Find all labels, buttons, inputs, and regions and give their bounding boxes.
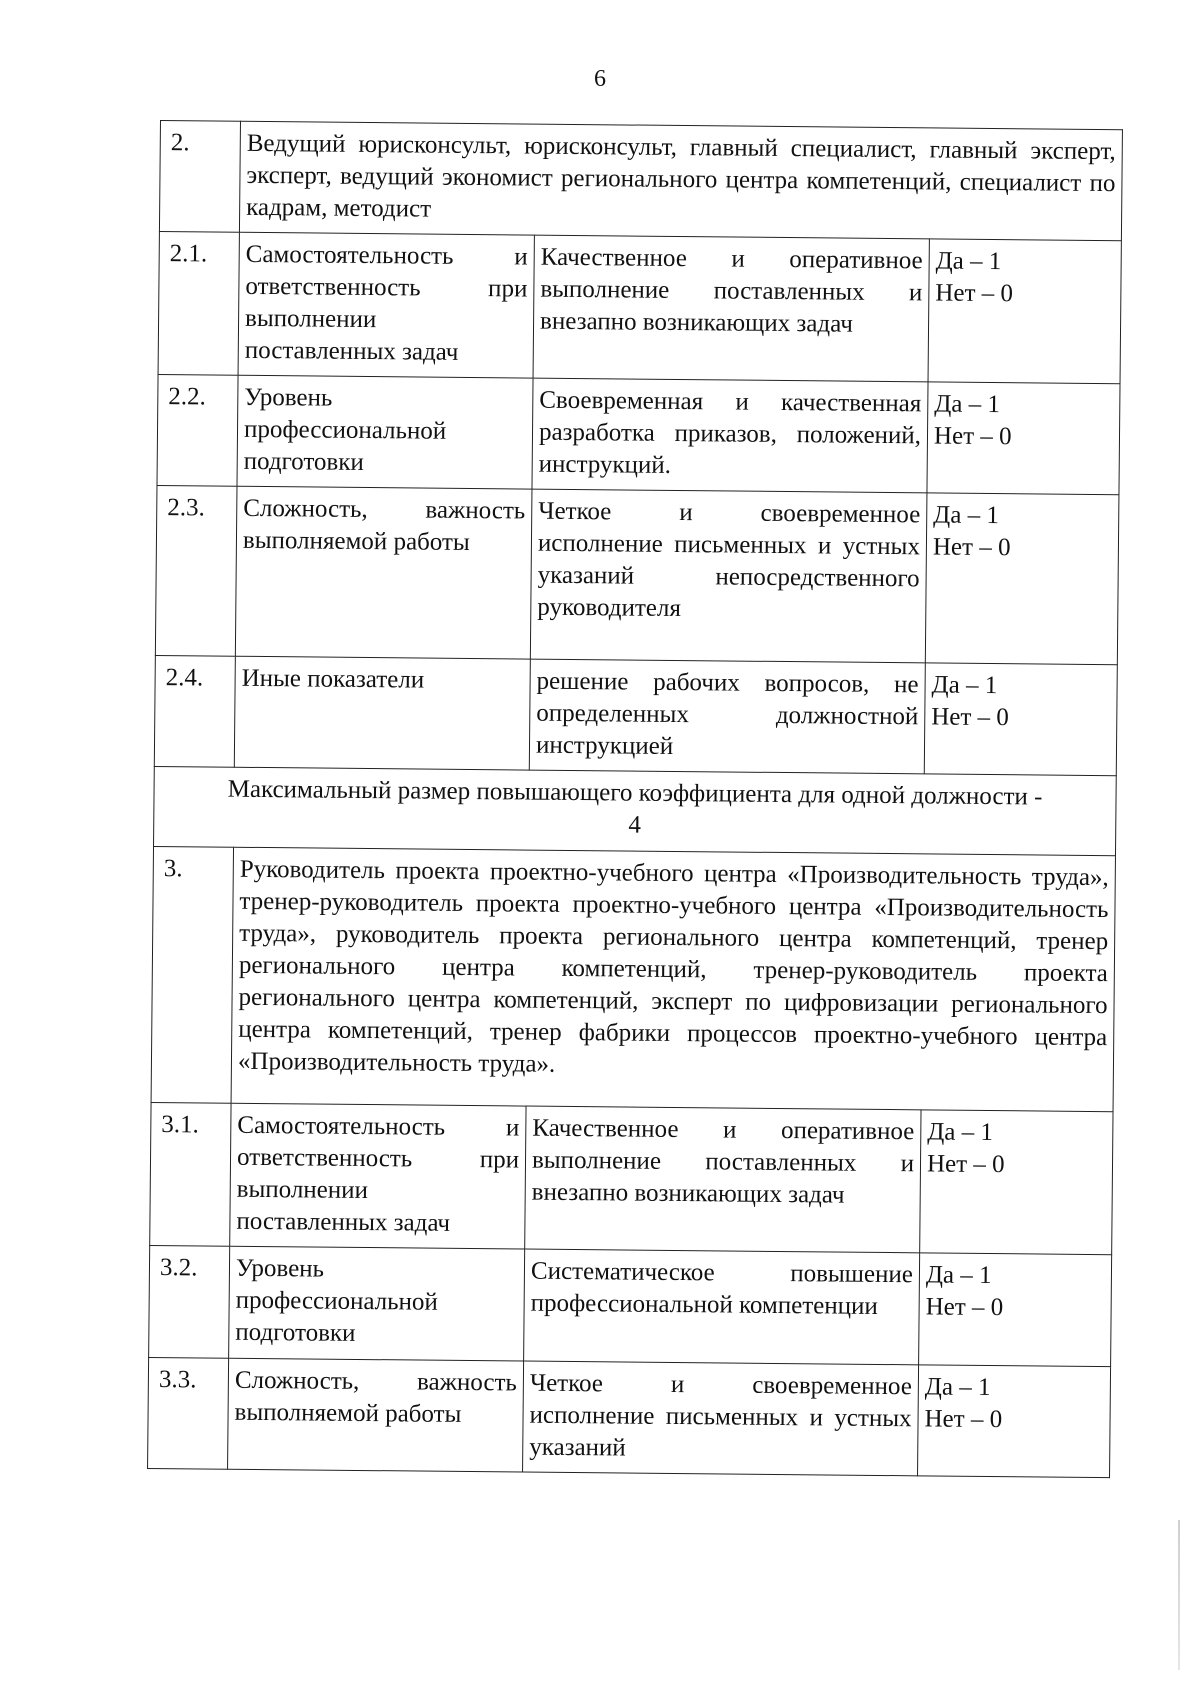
criterion-cell: Самостоятельность и ответственность при выполнении поставленных задач [230,1103,526,1249]
score-yes: Да – 1 [925,1261,992,1290]
score-yes: Да – 1 [924,1373,991,1402]
indicator-cell: Своевременная и качественная разработка приказов, положений, инструкций. [532,378,928,493]
section-title: Руководитель проекта проектно-учебного центра «Производительность труда», тренер-руководитель проекта проектно-учебного центра «Производительность труда», руководитель проекта регионального центра компетенций, тренер регионального центра компетенций, тренер-руководитель проекта регионального центра компетенций, эксперт по цифровизации регионального центра компетенций, тренер фабрики процессов проектно-учебного центра «Производительность труда». [231,847,1115,1111]
criterion-cell: Уровень профессиональной подготовки [237,375,533,489]
indicator-cell: Четкое и своевременное исполнение письменных и устных указаний непосредственного руководителя [530,489,927,663]
score-no: Нет – 0 [933,422,1012,451]
score-cell [919,1253,1112,1367]
criterion-cell: Иные показатели [234,656,530,770]
score-yes: Да – 1 [931,671,998,700]
criteria-table [147,120,1123,1478]
indicator-cell: Четкое и своевременное исполнение письменных и устных указаний [523,1361,919,1476]
score-no: Нет – 0 [932,533,1011,562]
max-coefficient-row [154,766,1117,855]
section-number: 2. [159,121,240,233]
section-header-row [151,846,1115,1111]
table-row [148,1357,1111,1477]
max-coefficient-value: 4 [628,811,642,839]
max-coefficient-text: Максимальный размер повышающего коэффициента для одной должности - [227,775,1043,811]
criterion-cell: Сложность, важность выполняемой работы [228,1358,524,1472]
criterion-cell: Самостоятельность и ответственность при выполнении поставленных задач [238,232,534,378]
score-no: Нет – 0 [931,703,1010,732]
score-cell [924,663,1117,776]
table-row [157,374,1120,494]
criterion-cell: Сложность, важность выполняемой работы [235,486,532,659]
score-cell [925,493,1119,665]
row-number: 2.1. [158,231,239,375]
score-cell [920,1110,1113,1255]
score-yes: Да – 1 [927,1118,994,1147]
row-number: 2.2. [157,374,238,486]
indicator-cell: решение рабочих вопросов, не определенных должностной инструкцией [529,659,925,774]
row-number: 3.1. [150,1102,231,1246]
score-no: Нет – 0 [926,1150,1005,1179]
score-yes: Да – 1 [934,390,1001,419]
section-header-row [159,121,1122,241]
table-row [150,1102,1113,1254]
page-number: 6 [594,66,606,92]
score-cell [927,382,1120,495]
row-number: 3.3. [148,1357,229,1469]
score-no: Нет – 0 [935,279,1014,308]
score-cell [928,239,1121,384]
section-number: 3. [151,846,233,1103]
table-row [154,655,1117,775]
max-coefficient-note [154,766,1117,855]
table-row [149,1245,1112,1366]
score-no: Нет – 0 [924,1405,1003,1434]
table-row [158,231,1121,383]
row-number: 2.3. [155,485,237,656]
section-title: Ведущий юрисконсульт, юрисконсульт, главный специалист, главный эксперт, эксперт, ведущий экономист регионального центра компетенций, специалист по кадрам, методист [239,121,1122,240]
score-cell [918,1365,1111,1478]
table-row [155,485,1119,664]
row-number: 2.4. [154,655,235,767]
indicator-cell: Систематическое повышение профессиональной компетенции [524,1249,920,1365]
row-number: 3.2. [149,1245,230,1358]
indicator-cell: Качественное и оперативное выполнение поставленных и внезапно возникающих задач [533,235,929,382]
scan-edge-mark [1178,1520,1180,1670]
criterion-cell: Уровень профессиональной подготовки [229,1246,525,1361]
indicator-cell: Качественное и оперативное выполнение поставленных и внезапно возникающих задач [525,1106,921,1253]
score-yes: Да – 1 [933,501,1000,530]
score-no: Нет – 0 [925,1293,1004,1322]
score-yes: Да – 1 [935,247,1002,276]
